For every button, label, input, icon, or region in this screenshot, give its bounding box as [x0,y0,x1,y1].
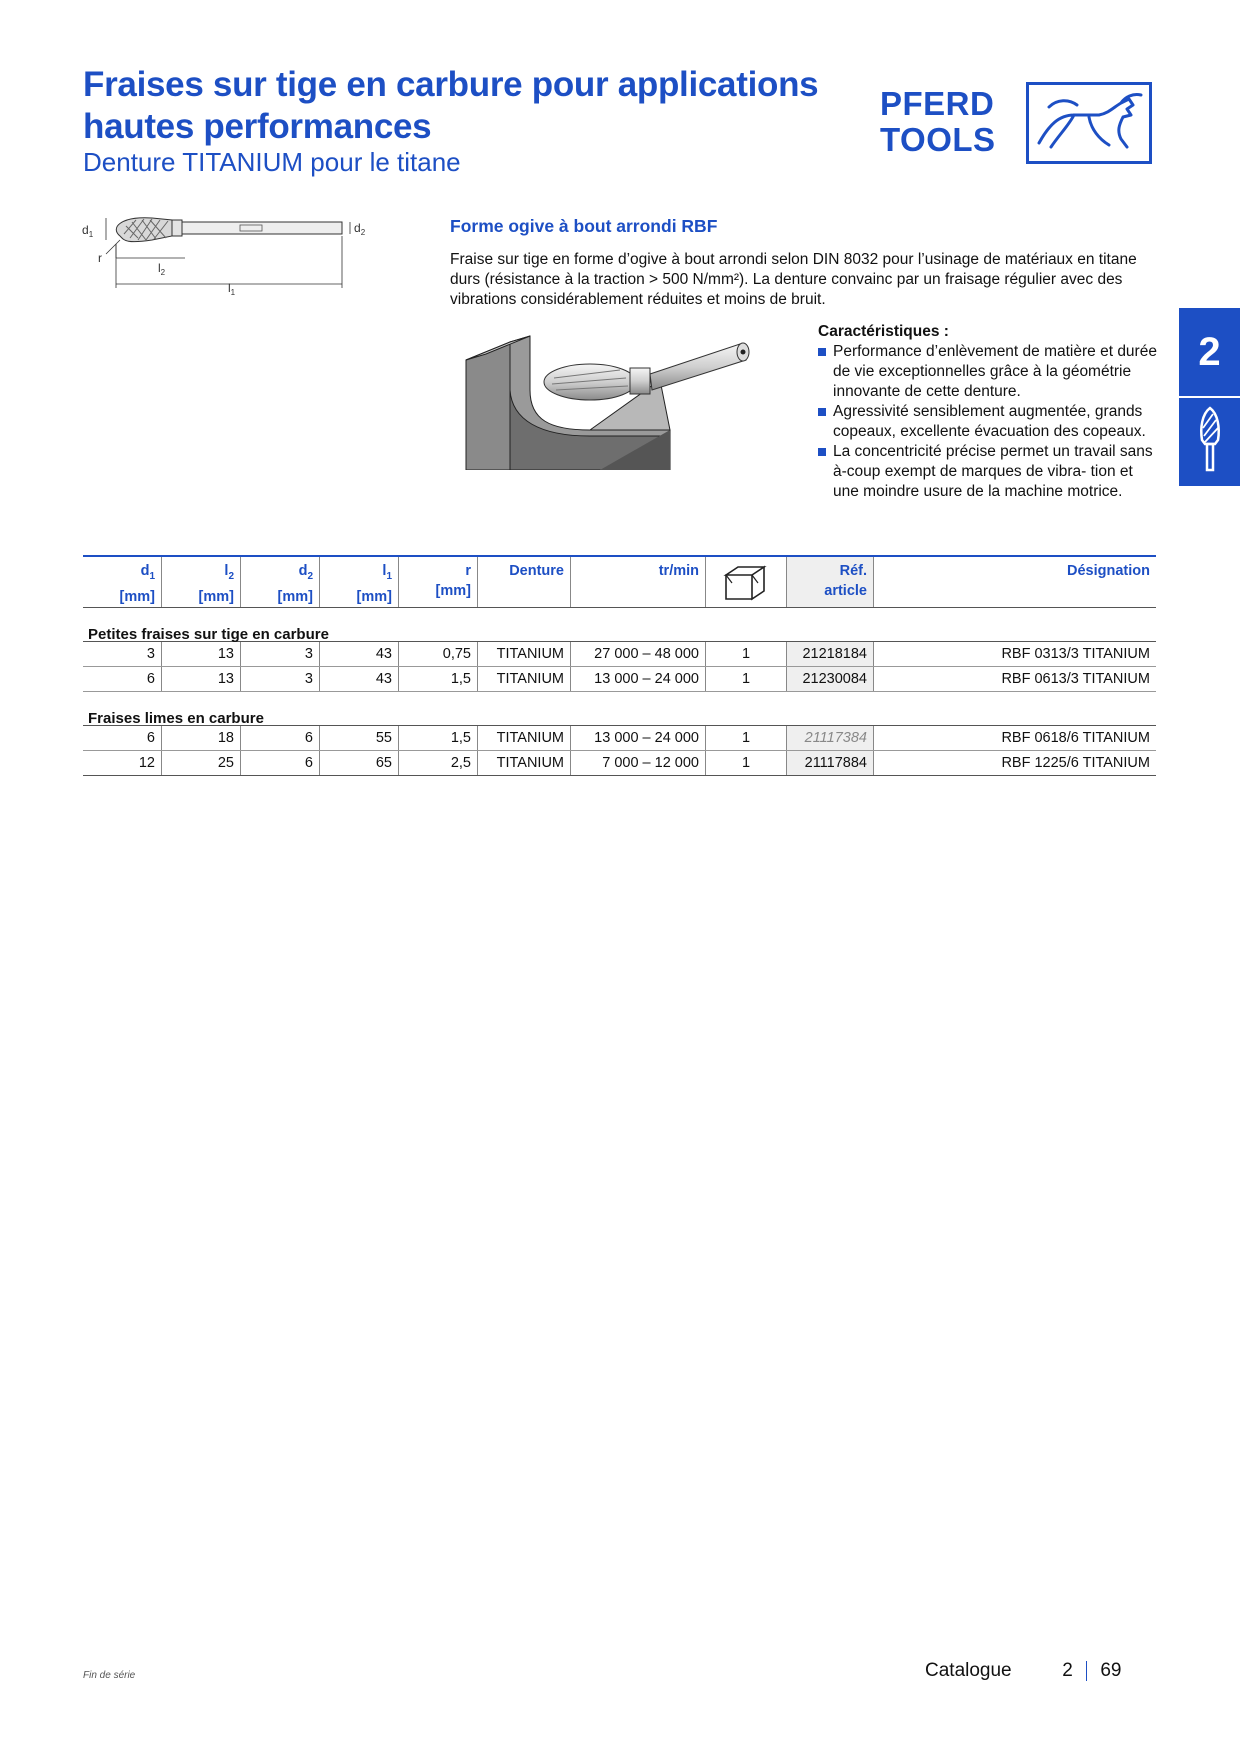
d2-label: $d_2$ [354,221,366,237]
cell-denture: TITANIUM [478,751,571,775]
features-title: Caractéristiques : [818,323,949,340]
cell-rpm: 13 000 – 24 000 [571,667,706,691]
bullet-icon [818,348,826,356]
cell-ref[interactable]: 21117884 [787,751,874,775]
footer-section: 2 [1062,1660,1073,1681]
cell-pack: 1 [706,751,787,775]
chapter-number: 2 [1198,330,1221,374]
cell-designation: RBF 1225/6 TITANIUM [1001,755,1150,771]
cell-rpm: 7 000 – 12 000 [571,751,706,775]
chapter-tab-divider [1179,396,1240,398]
r-label: r [98,251,102,265]
page-title-line2: hautes performances [83,107,432,146]
col-designation: Désignation [1067,563,1150,579]
table-row [83,751,1156,776]
box-icon [706,557,787,607]
cell-l2: 13 [162,642,241,666]
feature-item [818,342,1158,402]
col-ref: Réf. article [787,557,874,607]
horse-icon [1026,82,1152,164]
col-l2: $l_2$ [mm] [162,557,241,607]
cell-pack: 1 [706,726,787,750]
logo-line1: PFERD [880,85,995,122]
table-header [83,555,1156,608]
cell-designation: RBF 0618/6 TITANIUM [1001,730,1150,746]
l1-label: $l_1$ [228,281,236,297]
burr-icon [1197,406,1223,477]
cell-r: 0,75 [399,642,478,666]
cell-r: 1,5 [399,726,478,750]
cell-l2: 13 [162,667,241,691]
bullet-icon [818,408,826,416]
col-denture: Denture [478,557,571,607]
col-rpm: tr/min [571,557,706,607]
feature-item [818,442,1158,502]
bullet-icon [818,448,826,456]
dimension-drawing [80,210,380,300]
cell-d2: 6 [241,751,320,775]
cell-d1: 12 [83,751,162,775]
feature-text: Performance d’enlèvement de matière et durée de vie exceptionnelles grâce à la géométrie innovante de cette denture. [833,343,1157,400]
cell-l1: 43 [320,667,399,691]
cell-pack: 1 [706,642,787,666]
section-title: Forme ogive à bout arrondi RBF [450,216,718,236]
feature-item [818,402,1158,442]
logo-text [880,86,996,158]
footer-page-number: 69 [1100,1660,1122,1681]
cell-r: 2,5 [399,751,478,775]
footer-pagination [925,1660,1121,1682]
cell-denture: TITANIUM [478,642,571,666]
product-description: Fraise sur tige en forme d’ogive à bout arrondi selon DIN 8032 pour l’usinage de matériaux en titane durs (résistance à la traction > 500 N/mm²). La denture convainc par un fraisage régulier avec des vibrations considérablement réduites et moins de bruit. [450,251,1137,308]
product-table [83,555,1156,776]
product-image [450,320,790,470]
col-r: r [mm] [399,557,478,607]
chapter-tab[interactable] [1179,308,1240,486]
cell-d1: 6 [83,726,162,750]
group-title: Fraises limes en carbure [83,692,1156,726]
cell-pack: 1 [706,667,787,691]
cell-ref-discontinued[interactable]: 21117384 [787,726,874,750]
cell-l1: 43 [320,642,399,666]
page-subtitle: Denture TITANIUM pour le titane [83,147,461,177]
cell-l1: 55 [320,726,399,750]
pferd-tools-logo [880,82,1160,168]
col-l1: $l_1$ [mm] [320,557,399,607]
cell-d2: 3 [241,667,320,691]
cell-designation: RBF 0613/3 TITANIUM [1001,671,1150,687]
feature-text: Agressivité sensiblement augmentée, grands copeaux, excellente évacuation des copeaux. [833,403,1146,440]
col-d1: $d_1$ [mm] [83,557,162,607]
col-d2: $d_2$ [mm] [241,557,320,607]
features-list [818,322,1158,502]
table-row [83,667,1156,692]
d1-label: $d_1$ [82,223,94,239]
cell-denture: TITANIUM [478,726,571,750]
cell-rpm: 27 000 – 48 000 [571,642,706,666]
table-row [83,642,1156,667]
l2-label: $l_2$ [158,261,166,277]
cell-designation: RBF 0313/3 TITANIUM [1001,646,1150,662]
cell-denture: TITANIUM [478,667,571,691]
cell-d1: 6 [83,667,162,691]
cell-l1: 65 [320,751,399,775]
cell-l2: 25 [162,751,241,775]
cell-d2: 6 [241,726,320,750]
cell-d2: 3 [241,642,320,666]
footer-divider [1086,1661,1087,1681]
cell-r: 1,5 [399,667,478,691]
feature-text: La concentricité précise permet un travail sans à-coup exempt de marques de vibra- tion et une moindre usure de la machine motrice. [833,443,1153,500]
cell-l2: 18 [162,726,241,750]
logo-line2: TOOLS [880,121,996,158]
cell-rpm: 13 000 – 24 000 [571,726,706,750]
cell-ref[interactable]: 21230084 [787,667,874,691]
footer-catalogue: Catalogue [925,1660,1012,1681]
table-row [83,726,1156,751]
page-title-line1: Fraises sur tige en carbure pour applications [83,65,819,104]
footer-note: Fin de série [83,1670,136,1681]
cell-ref[interactable]: 21218184 [787,642,874,666]
group-title: Petites fraises sur tige en carbure [83,608,1156,642]
cell-d1: 3 [83,642,162,666]
